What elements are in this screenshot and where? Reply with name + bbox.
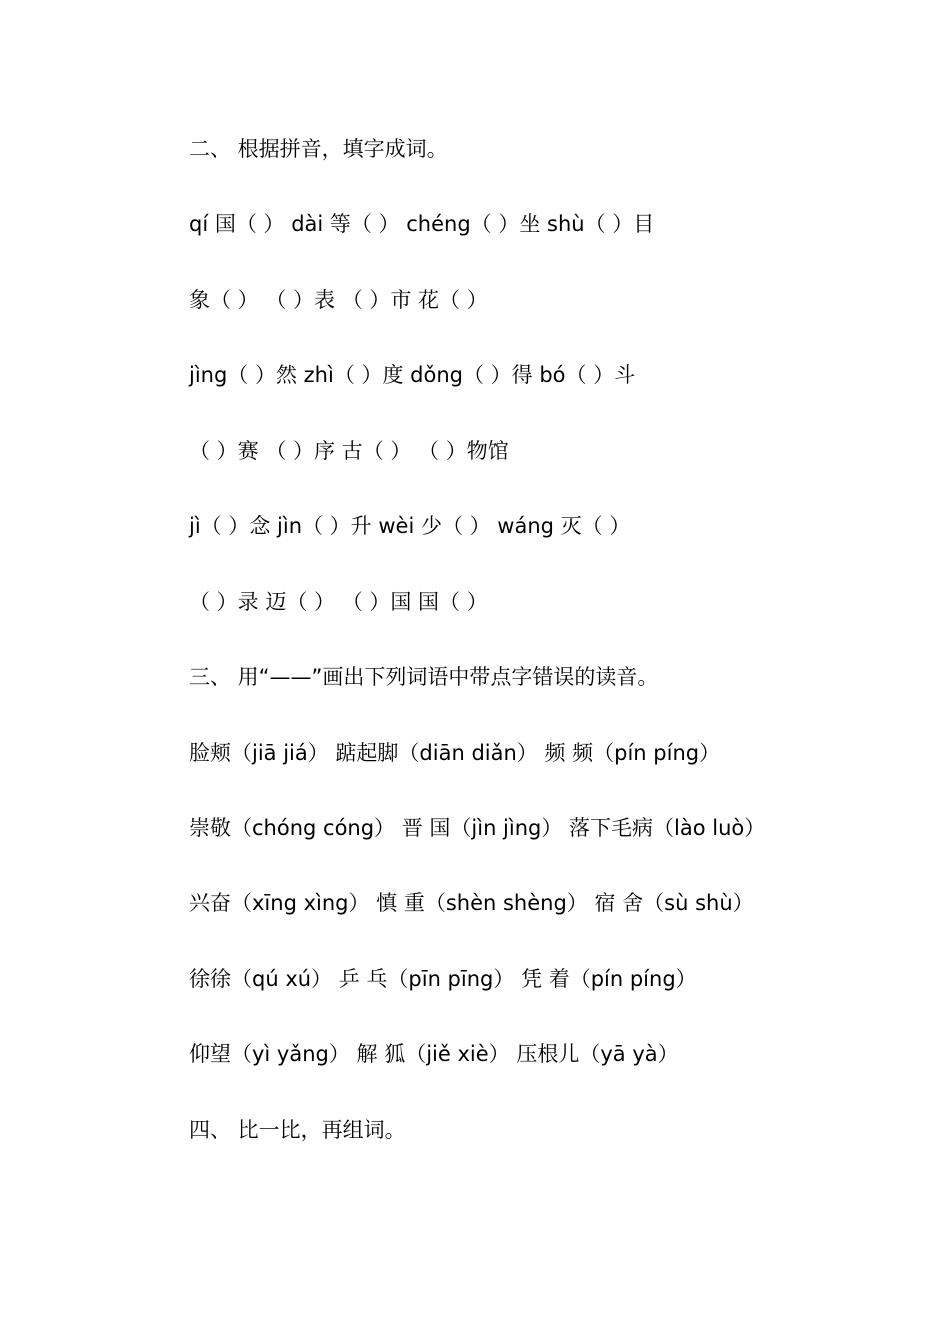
exercise-line: 脸颊（jiā jiá） 踮起脚（diān diǎn） 频 频（pín píng） [189,741,721,765]
section-2-heading: 二、 根据拼音，填字成词。 [189,137,448,161]
section-3-heading: 三、 用“——”画出下列词语中带点字错误的读音。 [189,665,659,689]
exercise-line: jìng（ ）然 zhì（ ）度 dǒng（ ）得 bó（ ）斗 [189,363,636,387]
exercise-line: 崇敬（chóng cóng） 晋 国（jìn jìng） 落下毛病（lào luò） [189,816,766,840]
exercise-line: 徐徐（qú xú） 乒 乓（pīn pīng） 凭 着（pín píng） [189,967,697,991]
section-4-heading: 四、 比一比，再组词。 [189,1118,406,1142]
exercise-line: 兴奋（xīng xìng） 慎 重（shèn shèng） 宿 舍（sù shù） [189,891,754,915]
exercise-line: （ ）录 迈（ ） （ ）国 国（ ） [189,590,488,614]
exercise-line: 仰望（yì yǎng） 解 狐（jiě xiè） 压根儿（yā yà） [189,1042,679,1066]
exercise-line: jì（ ）念 jìn（ ）升 wèi 少（ ） wáng 灭（ ） [189,514,631,538]
exercise-line: 象（ ） （ ）表 （ ）市 花（ ） [189,288,488,312]
exercise-line: （ ）赛 （ ）序 古（ ） （ ）物馆 [189,439,509,463]
exercise-line: qí 国（ ） dài 等（ ） chéng（ ）坐 shù（ ）目 [189,212,655,236]
